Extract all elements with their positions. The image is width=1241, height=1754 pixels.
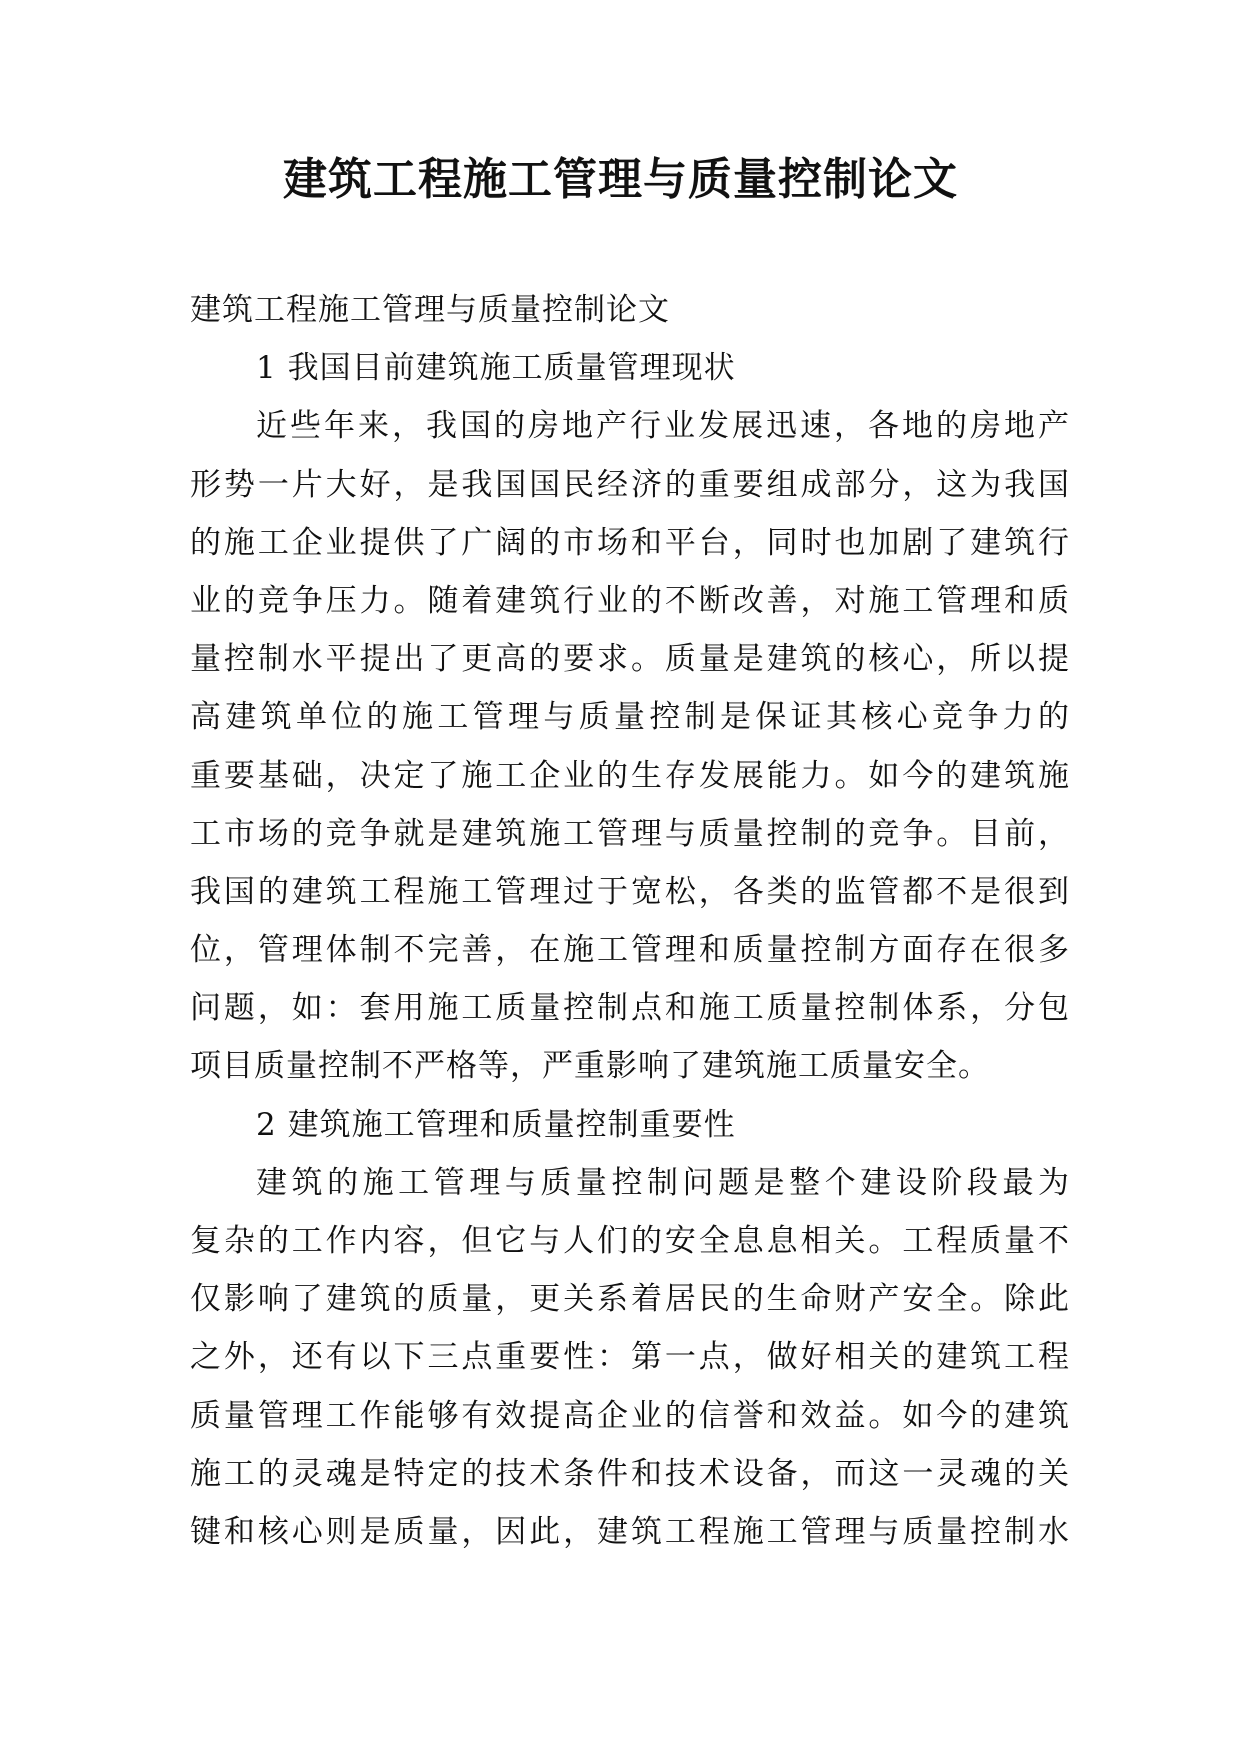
section-heading-1: 1 我国目前建筑施工质量管理现状 — [256, 350, 736, 387]
paragraph-line: 施工的灵魂是特定的技术条件和技术设备，而这一灵魂的关 — [190, 1455, 1070, 1492]
section-heading-2: 2 建筑施工管理和质量控制重要性 — [256, 1106, 736, 1143]
paragraph-line: 键和核心则是质量，因此，建筑工程施工管理与质量控制水 — [190, 1513, 1070, 1550]
paragraph-line: 问题，如：套用施工质量控制点和施工质量控制体系，分包 — [190, 990, 1070, 1027]
paragraph-line: 之外，还有以下三点重要性：第一点，做好相关的建筑工程 — [190, 1339, 1070, 1376]
paragraph-line: 我国的建筑工程施工管理过于宽松，各类的监管都不是很到 — [190, 873, 1070, 910]
paragraph-line: 量控制水平提出了更高的要求。质量是建筑的核心，所以提 — [190, 641, 1070, 678]
paragraph-line: 位，管理体制不完善，在施工管理和质量控制方面存在很多 — [190, 932, 1070, 969]
paragraph-line: 业的竞争压力。随着建筑行业的不断改善，对施工管理和质 — [190, 582, 1070, 619]
paragraph-line: 仅影响了建筑的质量，更关系着居民的生命财产安全。除此 — [190, 1281, 1070, 1318]
document-title: 建筑工程施工管理与质量控制论文 — [283, 154, 958, 205]
document-body — [190, 281, 1070, 1561]
paragraph-line: 重要基础，决定了施工企业的生存发展能力。如今的建筑施 — [190, 757, 1070, 794]
paragraph-line: 质量管理工作能够有效提高企业的信誉和效益。如今的建筑 — [190, 1397, 1070, 1434]
paragraph-line: 复杂的工作内容，但它与人们的安全息息相关。工程质量不 — [190, 1223, 1070, 1259]
paragraph-line: 项目质量控制不严格等，严重影响了建筑施工质量安全。 — [190, 1048, 990, 1085]
paragraph-line: 工市场的竞争就是建筑施工管理与质量控制的竞争。目前， — [190, 815, 1070, 852]
paragraph-line: 的施工企业提供了广阔的市场和平台，同时也加剧了建筑行 — [190, 524, 1070, 561]
paragraph-line: 高建筑单位的施工管理与质量控制是保证其核心竞争力的 — [190, 699, 1070, 736]
paragraph-line: 建筑的施工管理与质量控制问题是整个建设阶段最为 — [256, 1164, 1070, 1201]
paragraph-line: 近些年来，我国的房地产行业发展迅速，各地的房地产 — [256, 408, 1070, 445]
body-heading: 建筑工程施工管理与质量控制论文 — [190, 292, 670, 328]
paragraph-line: 形势一片大好，是我国国民经济的重要组成部分，这为我国 — [190, 466, 1070, 503]
